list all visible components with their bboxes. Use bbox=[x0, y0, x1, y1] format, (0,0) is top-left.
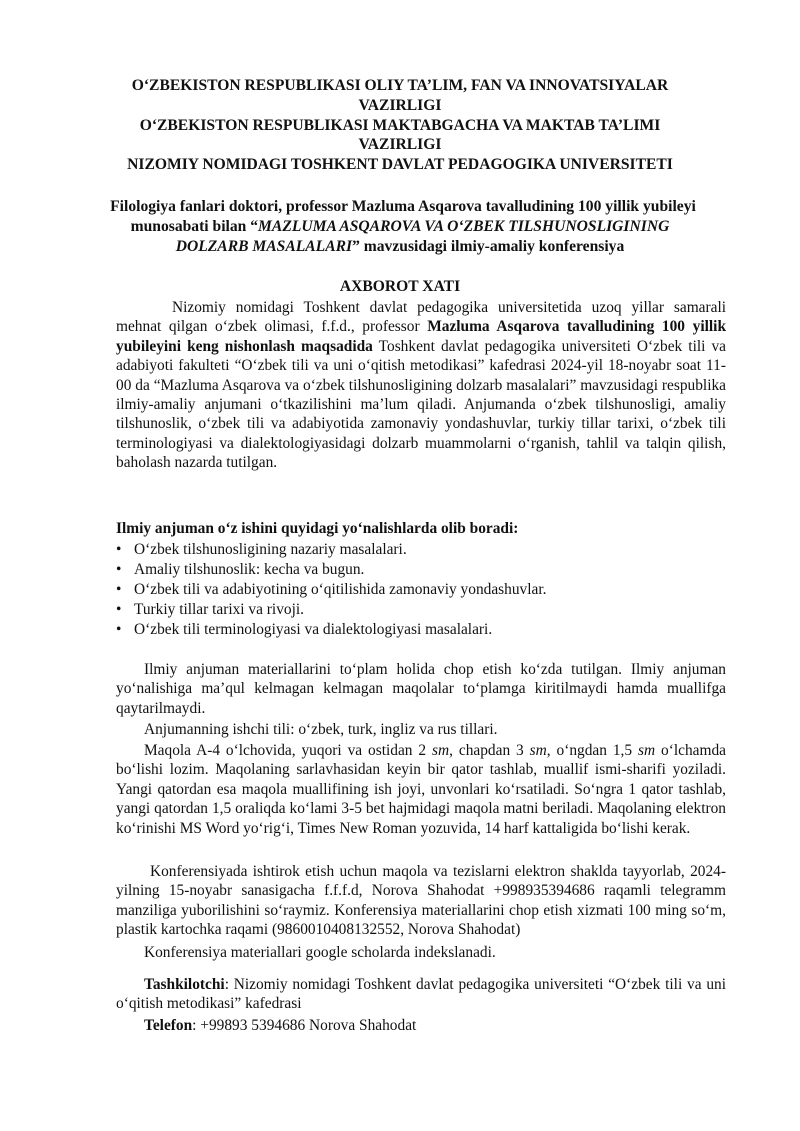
materials-text: Ilmiy anjuman materiallarini to‘plam holida chop etish ko‘zda tutilgan. Ilmiy anjuman yo‘nalishiga ma’qul kelmagan kelmagan maqolalar to‘plamga kiritilmaydi hamda muallifga qaytarilmaydi. bbox=[116, 661, 726, 717]
phone-value: : +99893 5394686 Norova Shahodat bbox=[192, 1017, 417, 1034]
intro-text-1: Nizomiy nomidagi Toshkent davlat pedagogika universitetida uzoq yillar samarali mehnat qilgan o‘zbek olimasi, f.f.d., professor bbox=[116, 299, 726, 336]
header-line-3: O‘ZBEKISTON RESPUBLIKASI MAKTABGACHA VA MAKTAB TA’LIMI bbox=[139, 116, 661, 134]
list-item-text: Turkiy tillar tarixi va rivoji. bbox=[134, 601, 304, 618]
bullet-icon: • bbox=[116, 601, 122, 618]
header-line-4: VAZIRLIGI bbox=[358, 136, 442, 154]
organizer-paragraph bbox=[116, 975, 726, 1014]
req-text-b: , chapdan 3 bbox=[449, 742, 530, 759]
list-item bbox=[116, 560, 546, 580]
list-item bbox=[116, 600, 546, 620]
list-item-text: O‘zbek tilshunosligining nazariy masalalari. bbox=[134, 541, 407, 558]
intro-text-2: Toshkent davlat pedagogika universiteti O‘zbek tili va adabiyoti fakulteti “O‘zbek tili va uni o‘qitish metodikasi” kafedrasi 2024-yil 18-noyabr soat 11-00 da “Mazluma Asqarova va o‘zbek tilshunosligining dolzarb masalalari” mavzusidagi respublika ilmiy-amaliy anjumani o‘tkazilishini ma’lum qiladi. Anjumanda o‘zbek tilshunosligi, amaliy tilshunoslik, o‘zbek tili va adabiyotida zamonaviy yondashuvlar, turkiy tillar tarixi, o‘zbek tili terminologiyasi va dialektologiyasidagi dolzarb muammolarni o‘rganish, tahlil va talqin qilish, baholash nazarda tutilgan. bbox=[116, 337, 726, 472]
intro-paragraph bbox=[116, 298, 726, 473]
header-line-5: NIZOMIY NOMIDAGI TOSHKENT DAVLAT PEDAGOGIKA UNIVERSITETI bbox=[127, 156, 673, 174]
bullet-icon: • bbox=[116, 581, 122, 598]
participation-text: Konferensiyada ishtirok etish uchun maqola va tezislarni elektron shaklda tayyorlab, 2024-yilning 15-noyabr sanasigacha f.f.f.d, Norova Shahodat +998935394686 raqamli telegramm manziliga yuborilishini so‘raymiz. Konferensiya materiallarini chop etish xizmati 100 ming so‘m, plastik kartochka raqami (9860010408132552, Norova Shahodat) bbox=[116, 863, 726, 939]
list-item-text: O‘zbek tili va adabiyotining o‘qitilishida zamonaviy yondashuvlar. bbox=[134, 581, 547, 598]
organizer-label: Tashkilotchi bbox=[144, 976, 225, 993]
req-text-a: Maqola A-4 o‘lchovida, yuqori va ostidan 2 bbox=[144, 742, 432, 759]
indexing-paragraph bbox=[116, 943, 726, 962]
header-line-2: VAZIRLIGI bbox=[358, 96, 442, 114]
intro-bold: Mazluma Asqarova tavalludining 100 yillik yubileyini keng nishonlash maqsadida bbox=[116, 318, 726, 355]
list-item-text: Amaliy tilshunoslik: kecha va bugun. bbox=[134, 561, 365, 578]
list-item bbox=[116, 580, 546, 600]
organizer-value: : Nizomiy nomidagi Toshkent davlat pedagogika universiteti “O‘zbek tili va uni o‘qitish metodikasi” kafedrasi bbox=[116, 976, 726, 1013]
list-item bbox=[116, 540, 546, 560]
phone-paragraph bbox=[116, 1016, 726, 1035]
header-line-1: O‘ZBEKISTON RESPUBLIKASI OLIY TA’LIM, FAN VA INNOVATSIYALAR bbox=[131, 77, 669, 94]
indexing-text: Konferensiya materiallari google scholarda indekslanadi. bbox=[144, 944, 496, 961]
conference-title bbox=[100, 197, 700, 256]
bullet-icon: • bbox=[116, 621, 122, 638]
language-text: Anjumanning ishchi tili: o‘zbek, turk, ingliz va rus tillari. bbox=[144, 721, 498, 738]
bullet-icon: • bbox=[116, 561, 122, 578]
language-paragraph bbox=[116, 720, 726, 739]
req-text-d: o‘lchamda bo‘lishi lozim. Maqolaning sarlavhasidan keyin bir qator tashlab, muallif ismi-sharifi yoziladi. Yangi qatordan esa maqola muallifining ish joyi, unvonlari ko‘rsatiladi. So‘ngra 1 qator tashlab, yangi qatordan 1,5 oraliqda ko‘lami 3-5 bet hajmidagi maqola matni beriladi. Maqolaning elektron ko‘rinishi MS Word yo‘rig‘i, Times New Roman yozuvida, 14 harf kattaligida bo‘lishi kerak. bbox=[116, 742, 726, 837]
ministry-header bbox=[60, 76, 740, 175]
phone-label: Telefon bbox=[144, 1017, 193, 1034]
unit-sm-2: sm bbox=[529, 742, 547, 759]
unit-sm-1: sm bbox=[432, 742, 450, 759]
document-type-title: AXBOROT XATI bbox=[339, 278, 461, 295]
conference-title-theme: MAZLUMA ASQAROVA VA O‘ZBEK TILSHUNOSLIGINING DOLZARB MASALALARI bbox=[175, 217, 670, 255]
directions-title: Ilmiy anjuman o‘z ishini quyidagi yo‘nalishlarda olib boradi: bbox=[116, 520, 519, 537]
participation-paragraph bbox=[116, 862, 726, 940]
unit-sm-3: sm bbox=[638, 742, 656, 759]
list-item-text: O‘zbek tili terminologiyasi va dialektologiyasi masalalari. bbox=[134, 621, 493, 638]
materials-paragraph bbox=[116, 660, 726, 718]
requirements-paragraph bbox=[116, 741, 726, 838]
conference-title-part2: ” mavzusidagi ilmiy-amaliy konferensiya bbox=[352, 237, 625, 255]
directions-list bbox=[116, 540, 546, 640]
list-item bbox=[116, 620, 546, 640]
conference-title-part1: Filologiya fanlari doktori, professor Mazluma Asqarova tavalludining 100 yillik yubileyi munosabati bilan “ bbox=[110, 198, 696, 235]
req-text-c: , o‘ngdan 1,5 bbox=[546, 742, 639, 759]
bullet-icon: • bbox=[116, 541, 122, 558]
